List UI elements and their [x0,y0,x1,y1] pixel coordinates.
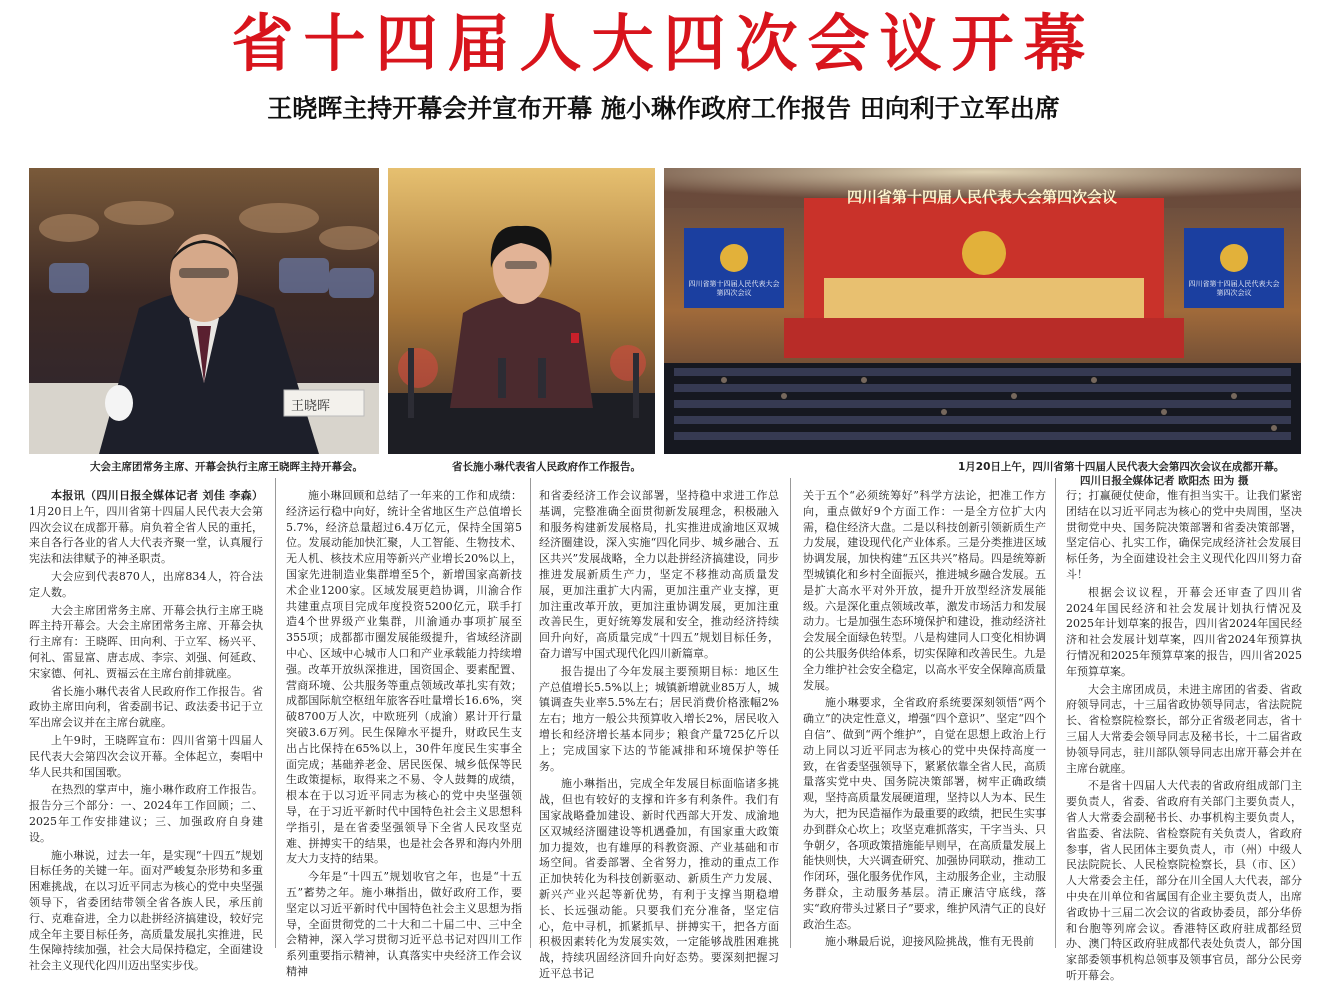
headline: 省十四届人大四次会议开幕 [231,7,1096,80]
article-paragraph: 大会主席团成员，未进主席团的省委、省政府领导同志，十三届省政协领导同志，省法院院长、省检察院检察长，部分正省级老同志，省十三届人大常委会领导同志及秘书长，十二届省政协领导同志，驻川部队领导同志出席开幕会并在主席台就座。 [1066,682,1302,775]
nameplate: 王晓晖 [291,399,331,414]
hall-screen-right: 四川省第十四届人民代表大会第四次会议 [1188,280,1280,297]
article-paragraph: 大会应到代表870人，出席834人，符合法定人数。 [29,569,263,599]
article-paragraph: 今年是“十四五”规划收官之年，也是“十五五”蓄势之年。施小琳指出，做好政府工作，要坚定以习近平新时代中国特色社会主义思想为指导，全面贯彻党的二十大和二十届二中、三中全会精神，深入学习贯彻习近平总书记对四川工作系列重要指示精神，认真落实中央经济工作会议精神 [286,870,522,978]
article-paragraph: 上午9时，王晓晖宣布：四川省第十四届人民代表大会第四次会议开幕。全体起立，奏唱中华人民共和国国歌。 [29,733,263,779]
photo-presiding-chair-caption: 大会主席团常务主席、开幕会执行主席王晓晖主持开幕会。 [90,461,363,473]
article-column-2 [286,488,522,978]
article-paragraph: 和省委经济工作会议部署，坚持稳中求进工作总基调，完整准确全面贯彻新发展理念，积极融入和服务构建新发展格局，扎实推进成渝地区双城经济圈建设，深入实施“四化同步、城乡融合、五区共兴”发展战略，全力以赴拼经济搞建设，同步推进发展新质生产力，坚定不移推动高质量发展，更加注重扩大内需，更加注重产业支撑，更加注重改革开放，更加注重协调发展，更加注重改善民生，更好统筹发展和安全，推动经济持续回升向好，高质量完成“十四五”规划目标任务，奋力谱写中国式现代化四川新篇章。 [539,489,779,660]
article-paragraph: 大会主席团常务主席、开幕会执行主席王晓晖主持开幕会。大会主席团常务主席、开幕会执行主席有：王晓晖、田向利、于立军、杨兴平、何礼、雷显富、唐志成、李宗、刘强、何延政、宋家德、何礼、贾福云在主席台前排就座。 [29,603,263,680]
photo-assembly-hall-image [664,168,1301,454]
photo-assembly-hall-caption: 1月20日上午，四川省第十四届人民代表大会第四次会议在成都开幕。 [958,461,1285,473]
photo-assembly-hall [664,168,1301,454]
photo-governor-report-caption: 省长施小琳代表省人民政府作工作报告。 [452,461,641,473]
article-column-4 [803,488,1046,948]
article-paragraph: 根据会议议程，开幕会还审查了四川省2024年国民经济和社会发展计划执行情况及2025年计划草案的报告，四川省2024年国民经济和社会发展计划草案，四川省2024年预算执行情况和2025年预算草案的报告，四川省2025年预算草案。 [1066,585,1302,678]
column-divider [1055,478,1056,948]
article-paragraph: 施小琳指出，完成全年发展目标面临诸多挑战，但也有较好的支撑和许多有利条件。我们有国家战略叠加建设、新时代西部大开发、成渝地区双城经济圈建设等机遇叠加，有国家重大政策加力提效，也有雄厚的科教资源、产业基础和市场空间。省委部署、全省努力，推动的重点工作正加快转化为科技创新驱动、新质生产力发展、新兴产业兴起等新优势，有利于支撑当期稳增长、长远强动能。只要我们充分准备，坚定信心，危中寻机，抓紧抓早、拼搏实干，把各方面积极因素转化为发展实效，一定能够战胜困难挑战，持续巩固经济回升向好态势。要深刻把握习近平总书记 [539,777,779,980]
article-paragraph: 施小琳回顾和总结了一年来的工作和成绩：经济运行稳中向好，统计全省地区生产总值增长5.7%，经济总量超过6.4万亿元，保持全国第5位。发展动能加快汇聚，人工智能、生物技术、无人机、核技术应用等新兴产业增长20%以上，国家先进制造业集群增至5个，新增国家高新技术企业1200家。区域发展更趋协调，川渝合作共建重点项目完成年度投资5200亿元，联手打造4个世界级产业集群，川渝通办事项扩展至355项；成都都市圈发展能级提升，省域经济副中心、区域中心城市人口和产业承载能力持续增强。改革开放纵深推进，国资国企、要素配置、营商环境、公共服务等重点领域改革扎实有效；成都国际航空枢纽年旅客吞吐量增长16.6%，突破8700万人次，中欧班列（成渝）累计开行量突破3.6万列。民生保障水平提升，财政民生支出占比保持在65%以上，30件年度民生实事全面完成；基础养老金、居民医保、城乡低保等民生政策提标，取得来之不易、令人鼓舞的成绩，根本在于以习近平同志为核心的党中央坚强领导，在于习近平新时代中国特色社会主义思想科学指引，是在省委坚强领导下全省人民攻坚克难、拼搏实干的结果，也是社会各界和海内外朋友大力支持的结果。 [286,489,522,866]
column-divider [790,478,791,948]
article-column-1 [29,488,263,973]
article-paragraph: 省长施小琳代表省人民政府作工作报告。省政协主席田向利，省委副书记、政法委书记于立军出席会议并在主席台就座。 [29,684,263,730]
photo-credit: 四川日报全媒体记者 欧阳杰 田为 摄 [1080,475,1249,487]
article-paragraph: 行；打赢硬仗使命，惟有担当实干。让我们紧密团结在以习近平同志为核心的党中央周围，坚决贯彻党中央、国务院决策部署和省委决策部署，坚定信心、扎实工作，确保完成经济社会发展目标任务，为全面建设社会主义现代化四川努力奋斗！ [1066,489,1302,581]
article-paragraph: 关于五个“必须统筹好”科学方法论，把准工作方向，重点做好9个方面工作：一是全方位扩大内需，稳住经济大盘。二是以科技创新引领新质生产力发展，建设现代化产业体系。三是分类推进区域协调发展，加快构建“五区共兴”格局。四是统筹新型城镇化和乡村全面振兴，推进城乡融合发展。五是扩大高水平对外开放，提升开放型经济发展能级。六是深化重点领域改革，激发市场活力和发展动力。七是加强生态环境保护和建设，推动经济社会发展全面绿色转型。八是构建同人口变化相协调的公共服务供给体系，切实保障和改善民生。九是全力维护社会安全稳定，以高水平安全保障高质量发展。 [803,489,1046,692]
article-paragraph: 施小琳说，过去一年，是实现“十四五”规划目标任务的关键一年。面对严峻复杂形势和多重困难挑战，在以习近平同志为核心的党中央坚强领导下，省委团结带领全省各族人民，承压前行、克难奋进，全力以赴拼经济搞建设，较好完成全年主要目标任务，高质量发展扎实推进，民生保障持续加强，社会大局保持稳定，全面建设社会主义现代化四川迈出坚实步伐。 [29,848,263,973]
column-divider [275,478,276,948]
photo-governor-report [388,168,655,454]
hall-banner: 四川省第十四届人民代表大会第四次会议 [846,188,1117,206]
article-byline: 本报讯（四川日报全媒体记者 刘佳 李森） [51,489,263,502]
column-divider [530,478,531,948]
article-paragraph: 施小琳要求，全省政府系统要深刻领悟“两个确立”的决定性意义，增强“四个意识”、坚定“四个自信”、做到“两个维护”，自觉在思想上政治上行动上同以习近平同志为核心的党中央保持高度一致，在省委坚强领导下，紧紧依靠全省人民，高质量落实党中央、国务院决策部署，树牢正确政绩观，坚持高质量发展硬道理，坚持以人为本、民生为大，把为民造福作为最重要的政绩，把民生实事办到群众心坎上；攻坚克难抓落实，干字当头、只争朝夕，各项政策措施能早则早，在高质量发展上能快则快，大兴调查研究、加强协同联动，推动工作闭环，强化服务优作风，主动服务企业，主动服务群众，主动服务基层。清正廉洁守底线，落实“政府带头过紧日子”要求，维护风清气正的良好政治生态。 [803,696,1046,931]
article-paragraph: 不是省十四届人大代表的省政府组成部门主要负责人，省委、省政府有关部门主要负责人，省人大常委会副秘书长、办事机构主要负责人，省监委、省法院、省检察院有关负责人，省政府参事，省人民团体主要负责人，市（州）中级人民法院院长、人民检察院检察长，县（市、区）人大常委会主任，部分在川全国人大代表，部分中央在川单位和省属国有企业主要负责人，出席省政协十三届二次会议的省政协委员，部分华侨和台胞等列席会议。香港特区政府驻成都经贸办、澳门特区政府驻成都代表处负责人，部分国家部委领事机构总领事及领事官员，部分公民旁听开幕会。 [1066,779,1302,982]
article-paragraph: 报告提出了今年发展主要预期目标：地区生产总值增长5.5%以上；城镇新增就业85万人，城镇调查失业率5.5%左右；居民消费价格涨幅2%左右；地方一般公共预算收入增长2%，居民收入增长和经济增长基本同步；粮食产量725亿斤以上；完成国家下达的节能减排和环境保护等任务。 [539,664,779,773]
article-column-5 [1066,488,1302,982]
article-paragraph: 施小琳最后说，迎接风险挑战，惟有无畏前 [825,935,1034,949]
photo-governor-report-image [388,168,655,454]
article-column-3 [539,488,779,980]
article-lead: 1月20日上午，四川省第十四届人民代表大会第四次会议在成都开幕。肩负着全省人民的重托，来自各行各业的省人大代表齐聚一堂，认真履行宪法和法律赋予的神圣职责。 [29,504,263,566]
subheadline: 王晓晖主持开幕会并宣布开幕 施小琳作政府工作报告 田向利于立军出席 [267,94,1060,123]
article-paragraph: 在热烈的掌声中，施小琳作政府工作报告。报告分三个部分：一、2024年工作回顾；二、2025年工作安排建议；三、加强政府自身建设。 [29,783,263,844]
photo-presiding-chair [29,168,379,454]
hall-screen-left: 四川省第十四届人民代表大会第四次会议 [688,280,780,297]
